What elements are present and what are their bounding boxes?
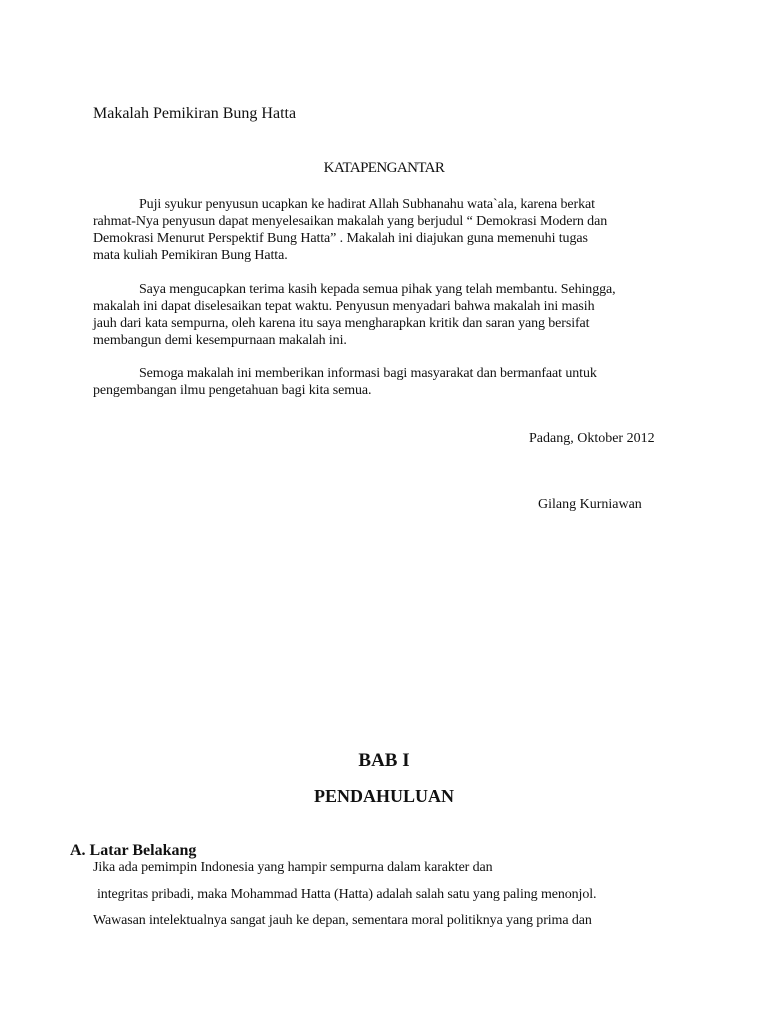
chapter-number: BAB I bbox=[358, 750, 410, 771]
paragraph-2-line-1: Saya mengucapkan terima kasih kepada semua pihak yang telah membantu. Sehingga, bbox=[139, 282, 616, 297]
paragraph-3-line-2: pengembangan ilmu pengetahuan bagi kita semua. bbox=[93, 383, 372, 398]
paragraph-1-line-3: Demokrasi Menurut Perspektif Bung Hatta” . Makalah ini diajukan guna memenuhi tugas bbox=[93, 231, 588, 246]
paragraph-2-line-2: makalah ini dapat diselesaikan tepat waktu. Penyusun menyadari bahwa makalah ini masih bbox=[93, 299, 595, 314]
paragraph-2-line-3: jauh dari kata sempurna, oleh karena itu saya mengharapkan kritik dan saran yang bersifat bbox=[93, 316, 590, 331]
chapter-title: PENDAHULUAN bbox=[313, 786, 454, 806]
paragraph-2-line-4: membangun demi kesempurnaan makalah ini. bbox=[93, 333, 347, 348]
paragraph-1-line-4: mata kuliah Pemikiran Bung Hatta. bbox=[93, 248, 288, 263]
paragraph-3-line-1: Semoga makalah ini memberikan informasi bagi masyarakat dan bermanfaat untuk bbox=[139, 366, 597, 381]
section-line-2: integritas pribadi, maka Mohammad Hatta (Hatta) adalah salah satu yang paling menonjol. bbox=[97, 887, 597, 902]
paragraph-1-line-1: Puji syukur penyusun ucapkan ke hadirat Allah Subhanahu wata`ala, karena berkat bbox=[139, 197, 595, 212]
document-title: Makalah Pemikiran Bung Hatta bbox=[93, 105, 297, 122]
paragraph-1-line-2: rahmat-Nya penyusun dapat menyelesaikan makalah yang berjudul “ Demokrasi Modern dan bbox=[93, 214, 608, 229]
place-date: Padang, Oktober 2012 bbox=[529, 431, 655, 446]
preface-heading: KATAPENGANTAR bbox=[323, 160, 445, 176]
section-line-3: Wawasan intelektualnya sangat jauh ke depan, sementara moral politiknya yang prima dan bbox=[93, 913, 592, 928]
author-name: Gilang Kurniawan bbox=[538, 497, 642, 512]
section-line-1: Jika ada pemimpin Indonesia yang hampir sempurna dalam karakter dan bbox=[93, 860, 493, 875]
section-heading: A. Latar Belakang bbox=[70, 842, 197, 859]
